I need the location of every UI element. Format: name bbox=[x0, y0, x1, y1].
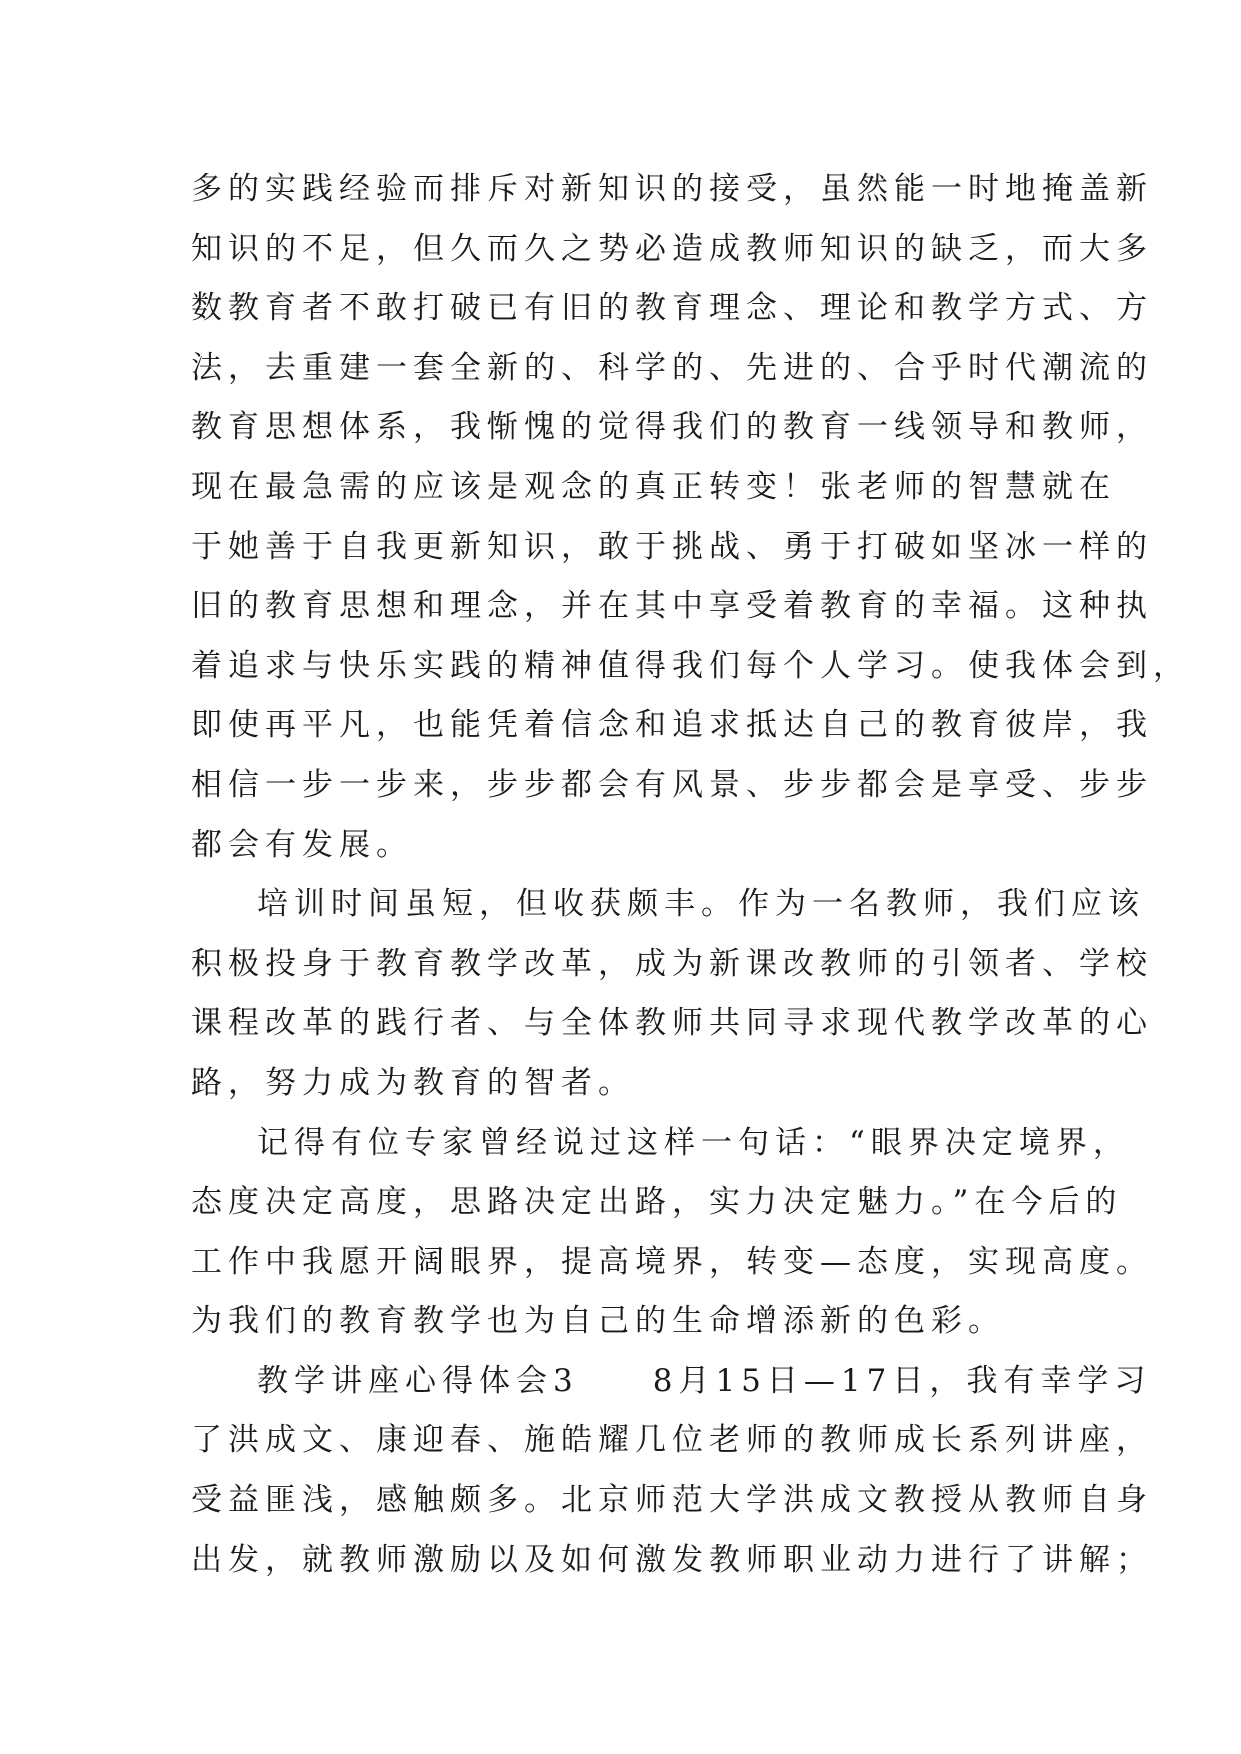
paragraph-start-line: 记得有位专家曾经说过这样一句话：“眼界决定境界， bbox=[257, 1124, 1130, 1161]
text-line: 旧的教育思想和理念，并在其中享受着教育的幸福。这种执 bbox=[191, 588, 1153, 625]
text-line: 着追求与快乐实践的精神值得我们每个人学习。使我体会到， bbox=[191, 647, 1190, 684]
text-line: 受益匪浅，感触颇多。北京师范大学洪成文教授从教师自身 bbox=[191, 1482, 1153, 1519]
text-line: 教育思想体系，我惭愧的觉得我们的教育一线领导和教师， bbox=[191, 409, 1153, 446]
text-line: 课程改革的践行者、与全体教师共同寻求现代教学改革的心 bbox=[191, 1005, 1153, 1042]
text-line: 相信一步一步来，步步都会有风景、步步都会是享受、步步 bbox=[191, 766, 1153, 803]
text-line: 为我们的教育教学也为自己的生命增添新的色彩。 bbox=[191, 1303, 1005, 1340]
paragraph-start-line: 培训时间虽短，但收获颇丰。作为一名教师，我们应该 bbox=[257, 886, 1145, 923]
text-line: 多的实践经验而排斥对新知识的接受，虽然能一时地掩盖新 bbox=[191, 171, 1153, 207]
text-line: 知识的不足，但久而久之势必造成教师知识的缺乏，而大多 bbox=[191, 230, 1153, 267]
text-line: 即使再平凡，也能凭着信念和追求抵达自己的教育彼岸，我 bbox=[191, 707, 1153, 744]
text-line: 都会有发展。 bbox=[191, 826, 413, 863]
body-text bbox=[191, 160, 1190, 1590]
paragraph-start-line: 教学讲座心得体会3 8月15日—17日，我有幸学习 bbox=[257, 1362, 1152, 1399]
text-line: 出发，就教师激励以及如何激发教师职业动力进行了讲解； bbox=[191, 1541, 1153, 1578]
text-line: 于她善于自我更新知识，敢于挑战、勇于打破如坚冰一样的 bbox=[191, 528, 1153, 565]
text-line: 了洪成文、康迎春、施皓耀几位老师的教师成长系列讲座， bbox=[191, 1422, 1153, 1459]
text-line: 现在最急需的应该是观念的真正转变！张老师的智慧就在 bbox=[191, 468, 1116, 505]
text-line: 积极投身于教育教学改革，成为新课改教师的引领者、学校 bbox=[191, 945, 1153, 982]
text-line: 路，努力成为教育的智者。 bbox=[191, 1064, 635, 1101]
text-line: 态度决定高度，思路决定出路，实力决定魅力。”在今后的 bbox=[191, 1184, 1123, 1221]
text-line: 工作中我愿开阔眼界，提高境界，转变—态度，实现高度。 bbox=[191, 1243, 1153, 1280]
text-line: 数教育者不敢打破已有旧的教育理念、理论和教学方式、方 bbox=[191, 290, 1153, 327]
text-line: 法，去重建一套全新的、科学的、先进的、合乎时代潮流的 bbox=[191, 349, 1153, 386]
